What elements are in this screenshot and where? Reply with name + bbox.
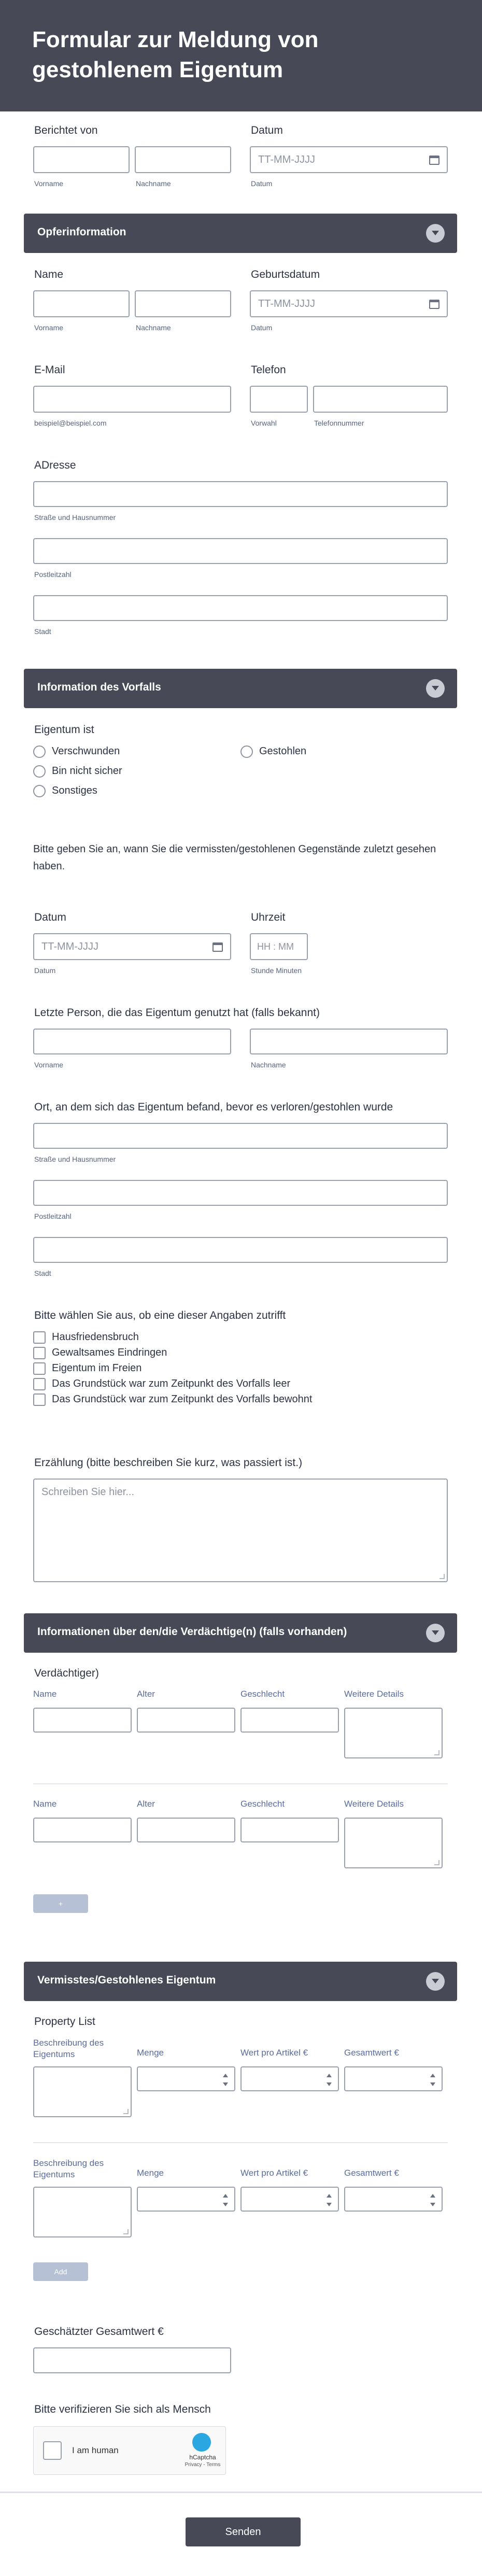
property-col-description: Beschreibung des Eigentums: [33, 2158, 104, 2179]
spinner-icon[interactable]: [429, 2074, 436, 2086]
last-person-label: Letzte Person, die das Eigentum genutzt hat (falls bekannt): [34, 1007, 320, 1019]
radio-stolen-label: Gestohlen: [259, 745, 307, 757]
chevron-down-icon[interactable]: [426, 1972, 445, 1991]
location-street-sub: Straße und Hausnummer: [34, 1155, 116, 1163]
suspect-2-details-input[interactable]: [344, 1818, 443, 1868]
narrative-placeholder: Schreiben Sie hier...: [41, 1486, 134, 1498]
victim-street-input[interactable]: [33, 481, 448, 507]
victim-last-sub: Nachname: [136, 323, 171, 332]
conditions-label: Bitte wählen Sie aus, ob eine dieser Angaben zutrifft: [34, 1310, 286, 1321]
property-col-description: Beschreibung des Eigentums: [33, 2038, 104, 2059]
last-seen-instruction: Bitte geben Sie an, wann Sie die vermissten/gestohlenen Gegenstände zuletzt gesehen haben.: [33, 843, 436, 872]
calendar-icon[interactable]: [429, 300, 440, 309]
spinner-icon[interactable]: [222, 2194, 229, 2206]
total-value-input[interactable]: [33, 2347, 231, 2373]
suspect-col-details: Weitere Details: [344, 1689, 404, 1699]
suspect-col-name: Name: [33, 1799, 57, 1809]
property-col-quantity: Menge: [137, 2048, 164, 2058]
incident-date-sub: Datum: [34, 966, 56, 975]
resize-handle-icon[interactable]: [434, 1860, 440, 1865]
property-col-unit-value: Wert pro Artikel €: [240, 2048, 308, 2058]
checkbox-forced-entry-label: Gewaltsames Eindringen: [52, 1347, 167, 1358]
checkbox-occupied[interactable]: [33, 1393, 46, 1406]
captcha-label: Bitte verifizieren Sie sich als Mensch: [34, 2403, 211, 2415]
property-col-quantity: Menge: [137, 2168, 164, 2178]
add-property-button[interactable]: Add: [33, 2262, 88, 2281]
victim-zip-input[interactable]: [33, 538, 448, 564]
checkbox-vacant-label: Das Grundstück war zum Zeitpunkt des Vorfalls leer: [52, 1378, 291, 1389]
suspect-2-name-input[interactable]: [33, 1818, 132, 1842]
property-2-description-input[interactable]: [33, 2187, 132, 2237]
phone-label: Telefon: [251, 364, 286, 376]
row-divider: [33, 1783, 448, 1784]
property-status-label: Eigentum ist: [34, 724, 94, 736]
suspect-1-gender-input[interactable]: [240, 1708, 339, 1733]
dob-placeholder: TT-MM-JJJJ: [258, 298, 315, 309]
radio-other[interactable]: [33, 785, 46, 797]
submit-button[interactable]: Senden: [186, 2517, 301, 2546]
suspect-col-gender: Geschlecht: [240, 1799, 285, 1809]
radio-unsure-label: Bin nicht sicher: [52, 765, 122, 777]
location-label: Ort, an dem sich das Eigentum befand, bevor es verloren/gestohlen wurde: [34, 1101, 393, 1113]
report-date-sub: Datum: [251, 179, 273, 188]
email-input[interactable]: [33, 386, 231, 413]
total-value-label: Geschätzter Gesamtwert €: [34, 2326, 164, 2338]
chevron-down-icon[interactable]: [426, 679, 445, 698]
section-property[interactable]: [24, 1962, 457, 2001]
radio-unsure[interactable]: [33, 765, 46, 778]
property-2-total-input[interactable]: [344, 2187, 443, 2212]
reporter-last-name-input[interactable]: [135, 146, 231, 173]
victim-zip-sub: Postleitzahl: [34, 570, 72, 579]
report-date-label: Datum: [251, 124, 283, 136]
victim-first-sub: Vorname: [34, 323, 64, 332]
resize-handle-icon[interactable]: [440, 1574, 445, 1579]
row-divider: [33, 2142, 448, 2143]
incident-date-input[interactable]: [33, 933, 231, 960]
section-property-title: Vermisstes/Gestohlenes Eigentum: [37, 1974, 216, 1986]
suspect-col-age: Alter: [137, 1689, 155, 1699]
suspect-col-details: Weitere Details: [344, 1799, 404, 1809]
radio-stolen[interactable]: [240, 745, 253, 758]
spinner-icon[interactable]: [325, 2074, 333, 2086]
narrative-label: Erzählung (bitte beschreiben Sie kurz, was passiert ist.): [34, 1457, 303, 1469]
section-victim-title: Opferinformation: [37, 226, 126, 238]
report-date-placeholder: TT-MM-JJJJ: [258, 154, 315, 165]
captcha-brand: hCaptcha: [189, 2454, 216, 2461]
suspect-col-gender: Geschlecht: [240, 1689, 285, 1699]
checkbox-outdoors[interactable]: [33, 1362, 46, 1375]
property-list-label: Property List: [34, 2016, 95, 2028]
dob-label: Geburtsdatum: [251, 269, 320, 280]
suspect-1-age-input[interactable]: [137, 1708, 235, 1733]
property-2-quantity-input[interactable]: [137, 2187, 235, 2212]
incident-time-input[interactable]: [250, 933, 308, 960]
location-zip-input[interactable]: [33, 1180, 448, 1206]
spinner-icon[interactable]: [325, 2194, 333, 2206]
suspect-label: Verdächtiger): [34, 1667, 99, 1679]
location-zip-sub: Postleitzahl: [34, 1212, 72, 1220]
suspect-col-name: Name: [33, 1689, 57, 1699]
calendar-icon[interactable]: [212, 942, 223, 952]
chevron-down-icon[interactable]: [426, 224, 445, 243]
property-1-description-input[interactable]: [33, 2066, 132, 2117]
radio-missing-label: Verschwunden: [52, 745, 120, 757]
suspect-1-name-input[interactable]: [33, 1708, 132, 1733]
suspect-2-gender-input[interactable]: [240, 1818, 339, 1842]
property-1-total-input[interactable]: [344, 2066, 443, 2091]
victim-name-label: Name: [34, 269, 64, 280]
victim-city-sub: Stadt: [34, 627, 51, 636]
last-person-first-input[interactable]: [33, 1029, 231, 1054]
checkbox-trespass[interactable]: [33, 1331, 46, 1344]
section-incident-info[interactable]: [24, 669, 457, 708]
incident-date-placeholder: TT-MM-JJJJ: [41, 941, 98, 952]
resize-handle-icon[interactable]: [123, 2229, 129, 2234]
location-city-sub: Stadt: [34, 1269, 51, 1277]
reporter-last-sub: Nachname: [136, 179, 171, 188]
last-person-first-sub: Vorname: [34, 1061, 64, 1069]
property-col-total: Gesamtwert €: [344, 2168, 399, 2178]
address-label: ADresse: [34, 459, 76, 471]
reporter-first-sub: Vorname: [34, 179, 64, 188]
report-date-input[interactable]: [250, 146, 448, 173]
reporter-first-name-input[interactable]: [33, 146, 130, 173]
radio-other-label: Sonstiges: [52, 785, 97, 796]
checkbox-forced-entry[interactable]: [33, 1347, 46, 1359]
captcha-checkbox[interactable]: [43, 2441, 62, 2460]
property-2-unit-value-input[interactable]: [240, 2187, 339, 2212]
property-col-unit-value: Wert pro Artikel €: [240, 2168, 308, 2178]
calendar-icon[interactable]: [429, 156, 440, 165]
checkbox-occupied-label: Das Grundstück war zum Zeitpunkt des Vorfalls bewohnt: [52, 1393, 313, 1405]
dob-input[interactable]: [250, 290, 448, 317]
footer-divider: [0, 2491, 482, 2493]
section-victim-info[interactable]: [24, 214, 457, 253]
property-1-quantity-input[interactable]: [137, 2066, 235, 2091]
dob-sub: Datum: [251, 323, 273, 332]
property-col-total: Gesamtwert €: [344, 2048, 399, 2058]
spinner-icon[interactable]: [222, 2074, 229, 2086]
area-code-input[interactable]: [250, 386, 308, 413]
suspect-2-age-input[interactable]: [137, 1818, 235, 1842]
suspect-col-age: Alter: [137, 1799, 155, 1809]
phone-number-input[interactable]: [313, 386, 448, 413]
form-header: [0, 0, 482, 111]
checkbox-vacant[interactable]: [33, 1378, 46, 1390]
reporter-label: Berichtet von: [34, 124, 98, 136]
victim-last-name-input[interactable]: [135, 290, 231, 317]
property-1-unit-value-input[interactable]: [240, 2066, 339, 2091]
section-incident-title: Information des Vorfalls: [37, 681, 161, 693]
incident-time-placeholder: HH : MM: [257, 941, 294, 952]
last-person-last-input[interactable]: [250, 1029, 448, 1054]
suspect-1-details-input[interactable]: [344, 1708, 443, 1758]
resize-handle-icon[interactable]: [123, 2109, 129, 2114]
section-suspects[interactable]: [24, 1613, 457, 1653]
add-suspect-button[interactable]: +: [33, 1894, 88, 1913]
checkbox-outdoors-label: Eigentum im Freien: [52, 1362, 142, 1374]
last-person-last-sub: Nachname: [251, 1061, 286, 1069]
phone-number-sub: Telefonnummer: [314, 419, 364, 427]
chevron-down-icon[interactable]: [426, 1624, 445, 1642]
email-sub: beispiel@beispiel.com: [34, 419, 107, 427]
incident-time-label: Uhrzeit: [251, 911, 286, 923]
resize-handle-icon[interactable]: [434, 1750, 440, 1755]
email-label: E-Mail: [34, 364, 65, 376]
location-street-input[interactable]: [33, 1123, 448, 1149]
victim-city-input[interactable]: [33, 595, 448, 621]
section-suspects-title: Informationen über den/die Verdächtige(n) (falls vorhanden): [37, 1626, 347, 1638]
checkbox-trespass-label: Hausfriedensbruch: [52, 1331, 139, 1343]
captcha-widget: [33, 2426, 226, 2475]
captcha-checkbox-label: I am human: [72, 2445, 119, 2455]
victim-first-name-input[interactable]: [33, 290, 130, 317]
radio-missing[interactable]: [33, 745, 46, 758]
hcaptcha-logo-icon: [192, 2433, 211, 2452]
location-city-input[interactable]: [33, 1237, 448, 1263]
narrative-textarea[interactable]: [33, 1479, 448, 1582]
victim-street-sub: Straße und Hausnummer: [34, 513, 116, 522]
captcha-links[interactable]: Privacy - Terms: [185, 2462, 221, 2468]
form-title: Formular zur Meldung von gestohlenem Eigentum: [32, 27, 319, 82]
incident-time-sub: Stunde Minuten: [251, 966, 302, 975]
incident-date-label: Datum: [34, 911, 66, 923]
area-code-sub: Vorwahl: [251, 419, 277, 427]
spinner-icon[interactable]: [429, 2194, 436, 2206]
